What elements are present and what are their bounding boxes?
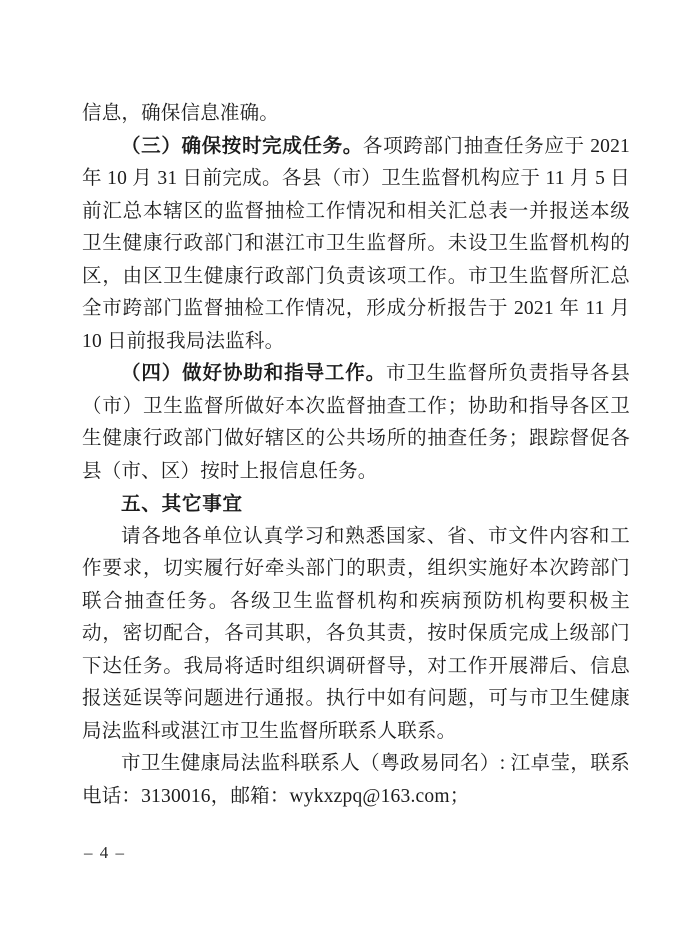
paragraph-text: 信息，确保信息准确。 — [82, 103, 280, 124]
paragraph-lead: （三）确保按时完成任务。 — [121, 135, 363, 157]
document-content — [82, 98, 630, 813]
paragraph-lead: （四）做好协助和指导工作。 — [121, 363, 387, 384]
paragraph-continuation — [82, 98, 630, 131]
paragraph-text: 各项跨部门抽查任务应于 2021 年 10 月 31 日前完成。各县（市）卫生监督机构应于 11 月 5 日前汇总本辖区的监督抽检工作情况和相关汇总表一并报送本级卫生健康行政部门和湛江市卫生监督所。未设卫生监督机构的区，由区卫生健康行政部门负责该项工作。市卫生监督所汇总全市跨部门监督抽检工作情况，形成分析报告于 2021 年 11 月 10 日前报我局法监科。 — [82, 135, 631, 352]
paragraph-item-three — [82, 131, 630, 359]
paragraph-text: 市卫生监督所负责指导各县（市）卫生监督所做好本次监督抽查工作；协助和指导各区卫生健康行政部门做好辖区的公共场所的抽查任务；跟踪督促各县（市、区）按时上报信息任务。 — [82, 363, 630, 482]
paragraph-contact-info — [82, 748, 630, 813]
paragraph-item-four — [82, 358, 630, 488]
page-number: – 4 – — [84, 843, 126, 862]
paragraph-other-matters — [82, 521, 630, 749]
section-heading: 五、其它事宜 — [121, 493, 243, 515]
paragraph-text: 请各地各单位认真学习和熟悉国家、省、市文件内容和工作要求，切实履行好牵头部门的职责，组织实施好本次跨部门联合抽查任务。各级卫生监督机构和疾病预防机构要积极主动，密切配合，各司其职，各负其责，按时保质完成上级部门下达任务。我局将适时组织调研督导，对工作开展滞后、信息报送延误等问题进行通报。执行中如有问题，可与市卫生健康局法监科或湛江市卫生监督所联系人联系。 — [82, 525, 630, 742]
paragraph-text: 市卫生健康局法监科联系人（粤政易同名）: 江卓莹，联系电话：3130016，邮箱：wykxzpq@163.com； — [82, 753, 630, 807]
